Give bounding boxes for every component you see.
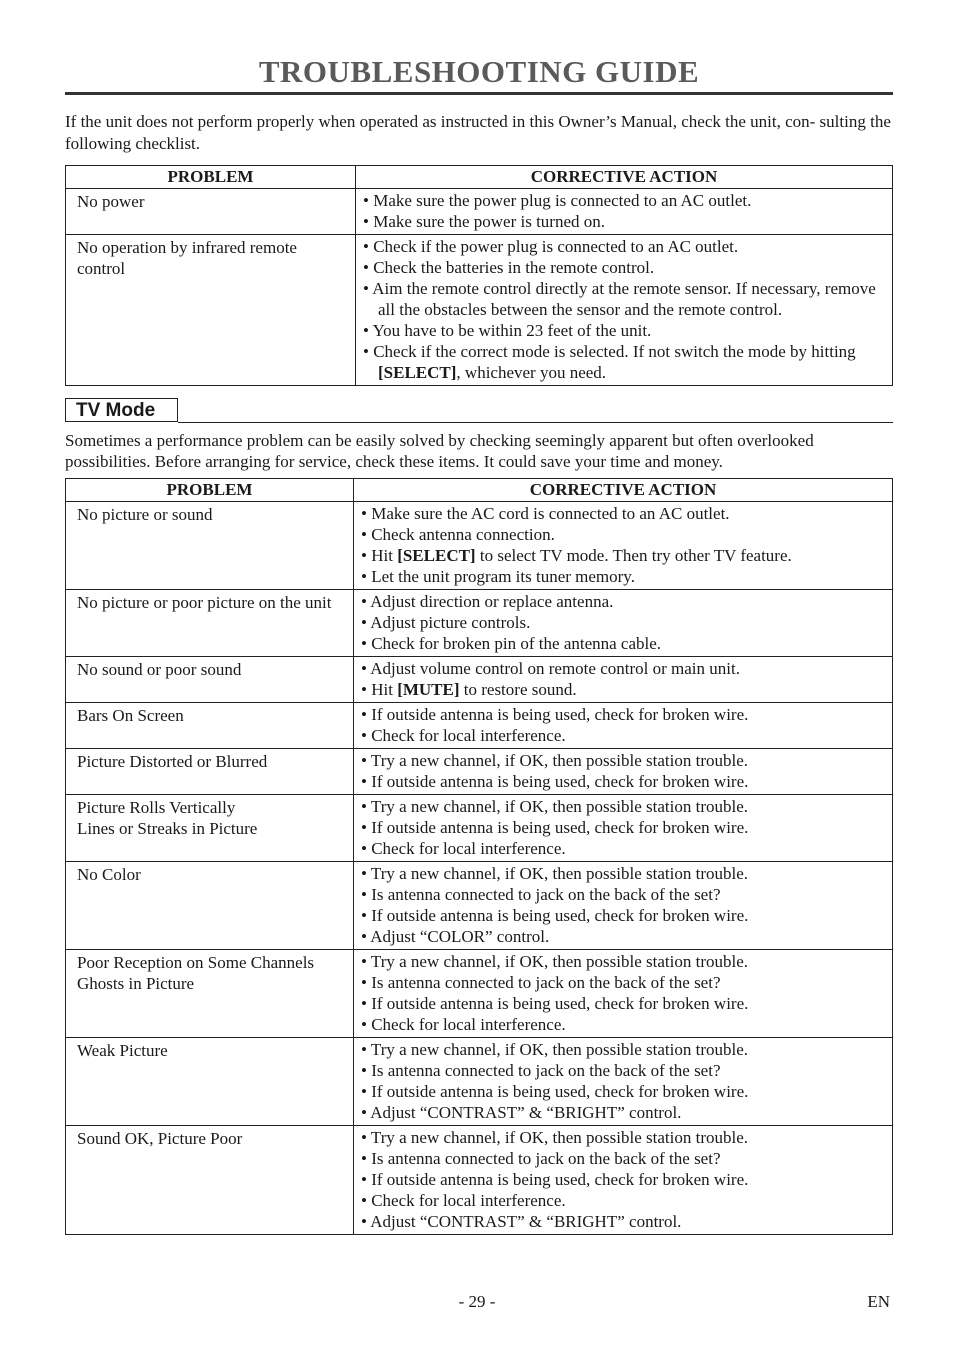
action-item: • Try a new channel, if OK, then possible station trouble.: [361, 952, 748, 971]
action-item: • Make sure the AC cord is connected to an AC outlet.: [361, 504, 730, 523]
tv-mode-divider: [178, 422, 893, 423]
table-row: [66, 1126, 893, 1235]
table-row: [66, 950, 893, 1038]
problem-header: PROBLEM: [66, 166, 356, 189]
problem-cell: Picture Rolls Vertically Lines or Streaks in Picture: [66, 795, 354, 862]
problem-cell: No sound or poor sound: [66, 657, 354, 703]
corrective-action-header: CORRECTIVE ACTION: [354, 479, 893, 502]
intro-paragraph: If the unit does not perform properly when operated as instructed in this Owner’s Manual, check the unit, con- sulting the following checklist.: [65, 112, 891, 153]
language-code: EN: [867, 1292, 890, 1311]
action-item: • If outside antenna is being used, check for broken wire.: [361, 994, 749, 1013]
general-table-body: [66, 189, 893, 386]
problem-cell: No power: [66, 189, 356, 235]
action-item: • Adjust picture controls.: [361, 613, 531, 632]
action-item: • Check for local interference.: [361, 726, 566, 745]
table-row: [66, 590, 893, 657]
page-number: - 29 -: [458, 1292, 496, 1311]
action-item: • Check if the power plug is connected to an AC outlet.: [363, 237, 739, 256]
action-item: • If outside antenna is being used, check for broken wire.: [361, 1170, 749, 1189]
table-row: [66, 862, 893, 950]
corrective-action-cell: [354, 950, 893, 1038]
page-title: TROUBLESHOOTING GUIDE: [258, 54, 700, 89]
problem-cell: Sound OK, Picture Poor: [66, 1126, 354, 1235]
corrective-action-header: CORRECTIVE ACTION: [356, 166, 893, 189]
problem-cell: No operation by infrared remote control: [66, 235, 356, 386]
corrective-action-cell: [354, 1126, 893, 1235]
action-item: • Hit [MUTE] to restore sound.: [361, 680, 577, 699]
corrective-action-cell: [354, 590, 893, 657]
problem-cell: Picture Distorted or Blurred: [66, 749, 354, 795]
table-row: [66, 189, 893, 235]
action-item: • Check for local interference.: [361, 839, 566, 858]
table-row: [66, 657, 893, 703]
action-item: • If outside antenna is being used, check for broken wire.: [361, 906, 749, 925]
general-troubleshooting-table: [65, 165, 893, 386]
action-item: • Adjust direction or replace antenna.: [361, 592, 614, 611]
title-divider: [65, 92, 893, 95]
action-item: • Try a new channel, if OK, then possible station trouble.: [361, 1128, 748, 1147]
action-item: • If outside antenna is being used, check for broken wire.: [361, 705, 749, 724]
action-item: • If outside antenna is being used, check for broken wire.: [361, 1082, 749, 1101]
problem-cell: Bars On Screen: [66, 703, 354, 749]
corrective-action-cell: [354, 1038, 893, 1126]
action-item: • Is antenna connected to jack on the back of the set?: [361, 885, 721, 904]
action-item: • Check antenna connection.: [361, 525, 555, 544]
table-row: [66, 235, 893, 386]
problem-cell: Weak Picture: [66, 1038, 354, 1126]
corrective-action-cell: [356, 189, 893, 235]
action-item: • Is antenna connected to jack on the back of the set?: [361, 1149, 721, 1168]
table-row: [66, 1038, 893, 1126]
action-item: • Check the batteries in the remote control.: [363, 258, 655, 277]
corrective-action-cell: [354, 862, 893, 950]
action-item: • Is antenna connected to jack on the back of the set?: [361, 1061, 721, 1080]
action-item: • You have to be within 23 feet of the unit.: [363, 321, 652, 340]
action-item: • Try a new channel, if OK, then possible station trouble.: [361, 797, 748, 816]
action-item: • Adjust “COLOR” control.: [361, 927, 550, 946]
corrective-action-cell: [354, 795, 893, 862]
corrective-action-cell: [354, 703, 893, 749]
action-item: • Try a new channel, if OK, then possible station trouble.: [361, 1040, 748, 1059]
problem-cell: No picture or poor picture on the unit: [66, 590, 354, 657]
action-item: • Make sure the power plug is connected to an AC outlet.: [363, 191, 752, 210]
corrective-action-cell: [354, 657, 893, 703]
action-item: • Let the unit program its tuner memory.: [361, 567, 635, 586]
table-header-row: [66, 166, 893, 189]
corrective-action-cell: [354, 502, 893, 590]
action-item: • Check if the correct mode is selected. If not switch the mode by hitting [SELECT], whichever you need.: [363, 342, 856, 382]
action-item: • Check for broken pin of the antenna cable.: [361, 634, 662, 653]
action-item: • Check for local interference.: [361, 1015, 566, 1034]
action-item: • Make sure the power is turned on.: [363, 212, 606, 231]
tv-mode-troubleshooting-table: [65, 478, 893, 1235]
action-item: • Adjust “CONTRAST” & “BRIGHT” control.: [361, 1103, 682, 1122]
tv-mode-intro: Sometimes a performance problem can be easily solved by checking seemingly apparent but often overlooked possibilities. Before arranging for service, check these items. It could save your time and money.: [65, 431, 814, 471]
problem-header: PROBLEM: [66, 479, 354, 502]
tv-table-body: [66, 502, 893, 1235]
table-row: [66, 703, 893, 749]
tv-mode-label: TV Mode: [65, 398, 178, 422]
action-item: • If outside antenna is being used, check for broken wire.: [361, 772, 749, 791]
corrective-action-cell: [354, 749, 893, 795]
table-row: [66, 749, 893, 795]
action-item: • Check for local interference.: [361, 1191, 566, 1210]
problem-cell: No Color: [66, 862, 354, 950]
problem-cell: No picture or sound: [66, 502, 354, 590]
table-header-row: [66, 479, 893, 502]
table-row: [66, 502, 893, 590]
action-item: • Is antenna connected to jack on the back of the set?: [361, 973, 721, 992]
action-item: • Try a new channel, if OK, then possible station trouble.: [361, 751, 748, 770]
action-item: • If outside antenna is being used, check for broken wire.: [361, 818, 749, 837]
action-item: • Adjust volume control on remote control or main unit.: [361, 659, 740, 678]
table-row: [66, 795, 893, 862]
action-item: • Try a new channel, if OK, then possible station trouble.: [361, 864, 748, 883]
problem-cell: Poor Reception on Some Channels Ghosts in Picture: [66, 950, 354, 1038]
action-item: • Adjust “CONTRAST” & “BRIGHT” control.: [361, 1212, 682, 1231]
action-item: • Hit [SELECT] to select TV mode. Then try other TV feature.: [361, 546, 792, 565]
action-item: • Aim the remote control directly at the remote sensor. If necessary, remove all the obstacles between the sensor and the remote control.: [363, 279, 876, 319]
corrective-action-cell: [356, 235, 893, 386]
